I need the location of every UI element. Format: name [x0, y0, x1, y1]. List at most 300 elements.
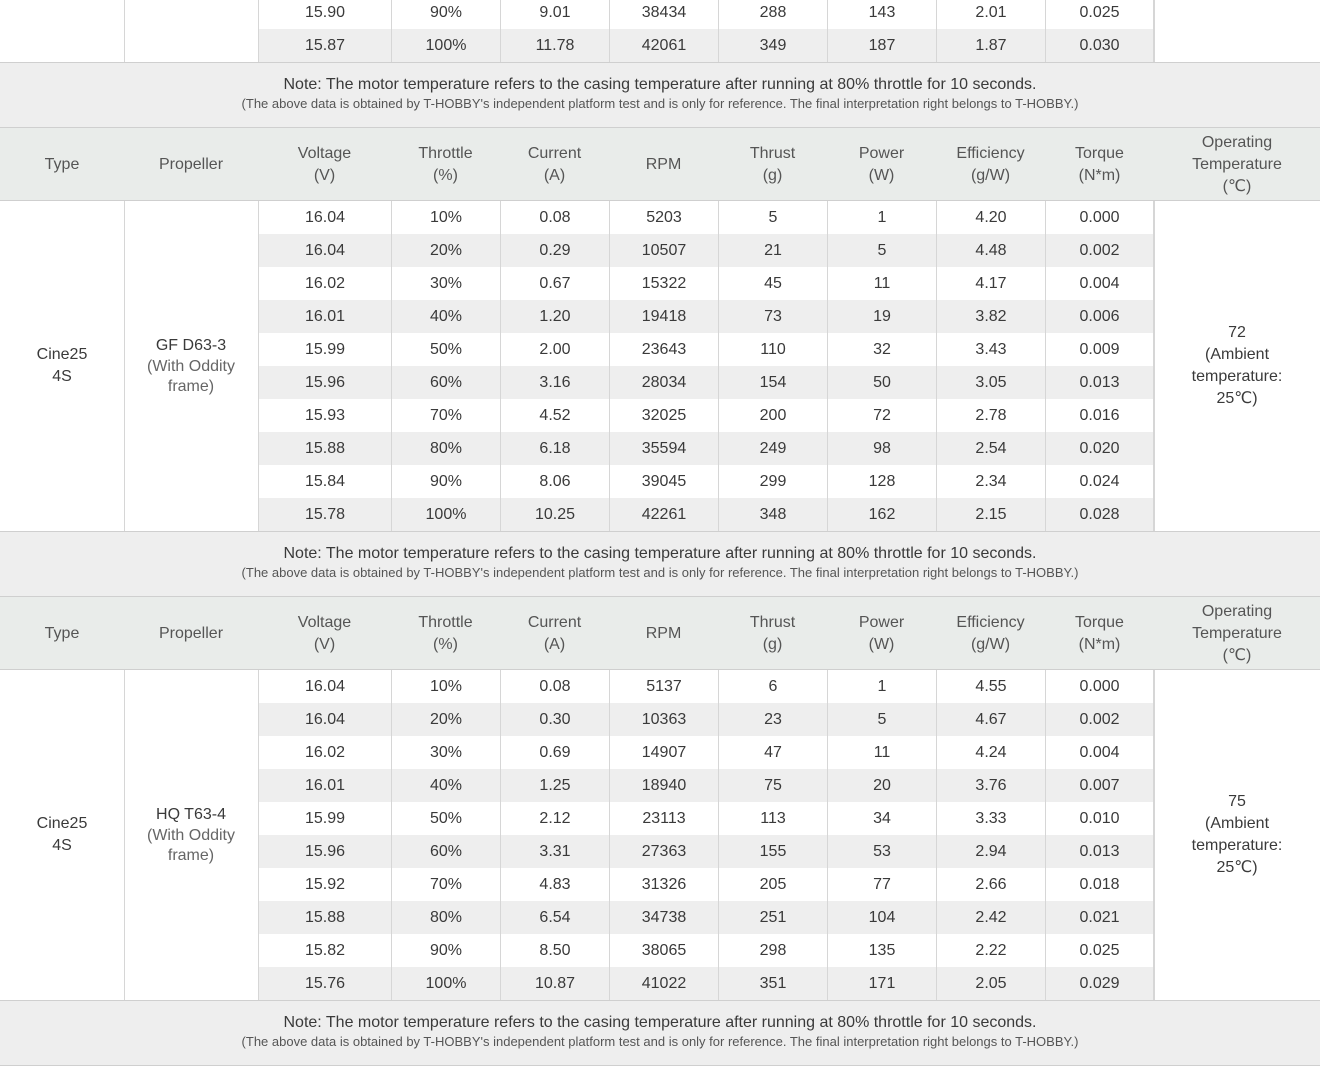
- table-2-row: [0, 769, 1320, 802]
- table-2-row: [0, 835, 1320, 868]
- data-cell: 0.025: [1045, 0, 1154, 29]
- data-cell: 2.78: [936, 399, 1045, 432]
- data-cell: 16.04: [258, 201, 391, 234]
- data-cell: 50%: [391, 333, 500, 366]
- column-header-label: [45, 154, 80, 176]
- data-cell: 10.25: [500, 498, 609, 531]
- data-cell: 16.04: [258, 234, 391, 267]
- data-cell: 20: [827, 769, 936, 802]
- column-header-line: Efficiency: [956, 613, 1025, 631]
- data-cell: 100%: [391, 967, 500, 1000]
- column-header-label: [750, 143, 795, 187]
- data-cell: 348: [718, 498, 827, 531]
- data-cell: 251: [718, 901, 827, 934]
- temperature-cell-line: temperature:: [1191, 837, 1283, 854]
- column-header-line: Torque: [1075, 613, 1124, 631]
- column-header: [609, 597, 718, 670]
- column-header-line: (℃): [1222, 646, 1252, 664]
- data-cell: 162: [827, 498, 936, 531]
- column-header: [827, 597, 936, 670]
- data-cell: 0.006: [1045, 300, 1154, 333]
- data-cell: 10.87: [500, 967, 609, 1000]
- column-header-line: Operating: [1201, 602, 1273, 620]
- note-main-text: Note: The motor temperature refers to the casing temperature after running at 80% throttle for 10 seconds.: [283, 545, 1037, 562]
- table-2-row: [0, 703, 1320, 736]
- column-header-line: (%): [433, 166, 458, 184]
- column-header-line: Operating: [1201, 133, 1273, 151]
- table-1-row: [0, 201, 1320, 234]
- data-cell: 100%: [391, 29, 500, 62]
- table-2-row: [0, 802, 1320, 835]
- data-cell: 2.42: [936, 901, 1045, 934]
- data-cell: 288: [718, 0, 827, 29]
- column-header: [1045, 128, 1154, 201]
- column-header-line: Current: [527, 144, 582, 162]
- data-cell: 15.88: [258, 901, 391, 934]
- data-cell: 30%: [391, 267, 500, 300]
- data-cell: 42261: [609, 498, 718, 531]
- data-cell: 155: [718, 835, 827, 868]
- column-header-label: [45, 623, 80, 645]
- data-cell: 0.08: [500, 201, 609, 234]
- column-header: [1154, 128, 1320, 201]
- data-cell: 0.67: [500, 267, 609, 300]
- data-cell: 19: [827, 300, 936, 333]
- data-cell: 75: [718, 769, 827, 802]
- column-header-label: [159, 154, 223, 176]
- column-header: [718, 597, 827, 670]
- column-header-line: Power: [858, 144, 905, 162]
- data-cell: 171: [827, 967, 936, 1000]
- data-cell: 299: [718, 465, 827, 498]
- temperature-cell-line: 25℃): [1216, 859, 1258, 876]
- column-header-line: (g): [762, 635, 783, 653]
- data-cell: 154: [718, 366, 827, 399]
- temperature-cell-line: (Ambient: [1204, 815, 1270, 832]
- column-header-label: [956, 143, 1024, 187]
- data-cell: 2.54: [936, 432, 1045, 465]
- column-header: [827, 128, 936, 201]
- note-sub-text: (The above data is obtained by T-HOBBY's independent platform test and is only for reference. The final interpretation right belongs to T-HOBBY.): [241, 96, 1079, 111]
- data-cell: 0.009: [1045, 333, 1154, 366]
- column-header: [0, 128, 124, 201]
- data-cell: 45: [718, 267, 827, 300]
- column-header: [936, 597, 1045, 670]
- propeller-cell-line: (With Oddity: [146, 827, 235, 844]
- data-cell: 0.08: [500, 670, 609, 703]
- data-cell: 16.01: [258, 769, 391, 802]
- data-cell: 14907: [609, 736, 718, 769]
- data-cell: 15.84: [258, 465, 391, 498]
- column-header-line: (W): [868, 166, 895, 184]
- data-cell: 23113: [609, 802, 718, 835]
- table-1-row: [0, 366, 1320, 399]
- data-cell: 72: [827, 399, 936, 432]
- data-cell: 187: [827, 29, 936, 62]
- column-header-label: [528, 612, 581, 656]
- table-2-row: [0, 967, 1320, 1000]
- column-header-line: RPM: [645, 155, 682, 173]
- column-header: [391, 128, 500, 201]
- data-cell: 0.025: [1045, 934, 1154, 967]
- column-header-label: [646, 154, 682, 176]
- column-header-label: [298, 612, 351, 656]
- data-cell: 16.04: [258, 670, 391, 703]
- data-cell: 23643: [609, 333, 718, 366]
- data-cell: 0.69: [500, 736, 609, 769]
- data-cell: 15.76: [258, 967, 391, 1000]
- temperature-cell-line: 25℃): [1216, 390, 1258, 407]
- data-cell: 39045: [609, 465, 718, 498]
- data-cell: 113: [718, 802, 827, 835]
- data-cell: 0.004: [1045, 267, 1154, 300]
- data-cell: 5: [827, 703, 936, 736]
- propeller-cell-line: frame): [167, 847, 215, 864]
- temperature-cell-line: temperature:: [1191, 368, 1283, 385]
- data-cell: 20%: [391, 234, 500, 267]
- data-cell: 0.30: [500, 703, 609, 736]
- data-cell: 0.000: [1045, 201, 1154, 234]
- column-header-label: [1192, 601, 1282, 667]
- propeller-cell-line: frame): [167, 378, 215, 395]
- data-cell: 32025: [609, 399, 718, 432]
- data-cell: 0.002: [1045, 234, 1154, 267]
- column-header-line: Efficiency: [956, 144, 1025, 162]
- data-cell: 1: [827, 670, 936, 703]
- data-cell: 2.22: [936, 934, 1045, 967]
- column-header-label: [418, 143, 472, 187]
- data-cell: 15.96: [258, 366, 391, 399]
- data-cell: 38065: [609, 934, 718, 967]
- data-cell: 4.55: [936, 670, 1045, 703]
- data-cell: 0.000: [1045, 670, 1154, 703]
- data-cell: 143: [827, 0, 936, 29]
- data-cell: 128: [827, 465, 936, 498]
- data-cell: 15322: [609, 267, 718, 300]
- column-header: [258, 597, 391, 670]
- data-cell: 50: [827, 366, 936, 399]
- note-sub-text: (The above data is obtained by T-HOBBY's independent platform test and is only for reference. The final interpretation right belongs to T-HOBBY.): [241, 1034, 1079, 1049]
- data-cell: 104: [827, 901, 936, 934]
- data-cell: 19418: [609, 300, 718, 333]
- data-cell: 10507: [609, 234, 718, 267]
- column-header-line: (V): [313, 635, 336, 653]
- column-header: [391, 597, 500, 670]
- data-cell: 4.48: [936, 234, 1045, 267]
- data-cell: 200: [718, 399, 827, 432]
- column-header-line: Power: [858, 613, 905, 631]
- data-cell: 0.004: [1045, 736, 1154, 769]
- propeller-cell-line: GF D63-3: [155, 337, 227, 354]
- data-cell: 16.02: [258, 736, 391, 769]
- data-cell: 0.024: [1045, 465, 1154, 498]
- data-cell: 349: [718, 29, 827, 62]
- type-cell-line: 4S: [52, 837, 72, 854]
- data-cell: 8.50: [500, 934, 609, 967]
- data-cell: 2.15: [936, 498, 1045, 531]
- column-header: [609, 128, 718, 201]
- note-main-text: Note: The motor temperature refers to the casing temperature after running at 80% throttle for 10 seconds.: [283, 76, 1037, 93]
- column-header-line: Type: [44, 624, 80, 642]
- data-cell: 21: [718, 234, 827, 267]
- column-header-line: Voltage: [297, 144, 352, 162]
- column-header: [500, 597, 609, 670]
- column-header: [1045, 597, 1154, 670]
- column-header-line: (V): [313, 166, 336, 184]
- column-header-line: Propeller: [158, 624, 224, 642]
- data-cell: 73: [718, 300, 827, 333]
- data-cell: 0.007: [1045, 769, 1154, 802]
- data-cell: 70%: [391, 868, 500, 901]
- data-cell: 0.002: [1045, 703, 1154, 736]
- column-header-line: Voltage: [297, 613, 352, 631]
- data-cell: 16.02: [258, 267, 391, 300]
- data-cell: 23: [718, 703, 827, 736]
- data-cell: 15.78: [258, 498, 391, 531]
- data-cell: 3.76: [936, 769, 1045, 802]
- column-header-label: [1192, 132, 1282, 198]
- temperature-cell-line: 75: [1228, 793, 1246, 810]
- column-header-label: [1075, 143, 1124, 187]
- column-header: [936, 128, 1045, 201]
- column-header-label: [1075, 612, 1124, 656]
- data-cell: 0.29: [500, 234, 609, 267]
- column-header: [124, 597, 258, 670]
- column-header-line: Type: [44, 155, 80, 173]
- table-1-row: [0, 498, 1320, 531]
- column-header: [124, 128, 258, 201]
- data-cell: 42061: [609, 29, 718, 62]
- data-cell: 4.83: [500, 868, 609, 901]
- note-sub-text: (The above data is obtained by T-HOBBY's independent platform test and is only for reference. The final interpretation right belongs to T-HOBBY.): [241, 565, 1079, 580]
- data-cell: 15.82: [258, 934, 391, 967]
- column-header: [0, 597, 124, 670]
- type-cell-line: 4S: [52, 368, 72, 385]
- table-2-row: [0, 736, 1320, 769]
- note-main-text: Note: The motor temperature refers to the casing temperature after running at 80% throttle for 10 seconds.: [283, 1014, 1037, 1031]
- data-cell: 10363: [609, 703, 718, 736]
- data-cell: 3.43: [936, 333, 1045, 366]
- data-cell: 90%: [391, 465, 500, 498]
- data-cell: 30%: [391, 736, 500, 769]
- note-block: [0, 1000, 1320, 1066]
- previous-table-row: [0, 0, 1320, 29]
- data-cell: 0.016: [1045, 399, 1154, 432]
- data-cell: 0.018: [1045, 868, 1154, 901]
- data-cell: 100%: [391, 498, 500, 531]
- data-cell: 8.06: [500, 465, 609, 498]
- data-cell: 9.01: [500, 0, 609, 29]
- propeller-cell-line: (With Oddity: [146, 358, 235, 375]
- data-cell: 1: [827, 201, 936, 234]
- data-cell: 1.25: [500, 769, 609, 802]
- data-cell: 15.99: [258, 333, 391, 366]
- note-block: [0, 531, 1320, 597]
- data-cell: 249: [718, 432, 827, 465]
- data-cell: 0.010: [1045, 802, 1154, 835]
- column-header-line: Torque: [1075, 144, 1124, 162]
- data-cell: 4.52: [500, 399, 609, 432]
- temperature-cell-line: (Ambient: [1204, 346, 1270, 363]
- data-cell: 77: [827, 868, 936, 901]
- table-2-row: [0, 901, 1320, 934]
- data-cell: 0.013: [1045, 366, 1154, 399]
- data-cell: 38434: [609, 0, 718, 29]
- data-cell: 205: [718, 868, 827, 901]
- data-cell: 15.87: [258, 29, 391, 62]
- data-cell: 50%: [391, 802, 500, 835]
- data-cell: 10%: [391, 670, 500, 703]
- data-cell: 11: [827, 736, 936, 769]
- column-header-line: (A): [543, 635, 566, 653]
- data-cell: 20%: [391, 703, 500, 736]
- data-cell: 90%: [391, 0, 500, 29]
- data-cell: 90%: [391, 934, 500, 967]
- data-cell: 35594: [609, 432, 718, 465]
- data-cell: 15.93: [258, 399, 391, 432]
- data-cell: 53: [827, 835, 936, 868]
- column-header-label: [528, 143, 581, 187]
- data-cell: 6.18: [500, 432, 609, 465]
- data-cell: 18940: [609, 769, 718, 802]
- data-cell: 5: [718, 201, 827, 234]
- data-cell: 2.05: [936, 967, 1045, 1000]
- column-header-line: Throttle: [418, 144, 473, 162]
- data-cell: 5203: [609, 201, 718, 234]
- data-cell: 11.78: [500, 29, 609, 62]
- data-cell: 32: [827, 333, 936, 366]
- temperature-cell-line: 72: [1228, 324, 1246, 341]
- propeller-cell-line: HQ T63-4: [156, 806, 226, 823]
- column-header-line: Throttle: [418, 613, 473, 631]
- column-header-line: (%): [433, 635, 458, 653]
- data-cell: 4.24: [936, 736, 1045, 769]
- data-cell: 15.92: [258, 868, 391, 901]
- data-cell: 351: [718, 967, 827, 1000]
- data-cell: 3.31: [500, 835, 609, 868]
- column-header-line: (℃): [1222, 177, 1252, 195]
- data-cell: 70%: [391, 399, 500, 432]
- data-cell: 2.01: [936, 0, 1045, 29]
- column-divider: [1154, 0, 1155, 62]
- data-cell: 40%: [391, 769, 500, 802]
- column-header-label: [750, 612, 795, 656]
- table-1-row: [0, 267, 1320, 300]
- table-1-row: [0, 300, 1320, 333]
- data-cell: 15.88: [258, 432, 391, 465]
- data-cell: 110: [718, 333, 827, 366]
- table-1-row: [0, 432, 1320, 465]
- column-divider: [124, 0, 125, 62]
- column-header-label: [418, 612, 472, 656]
- data-cell: 5137: [609, 670, 718, 703]
- column-header: [718, 128, 827, 201]
- data-cell: 16.04: [258, 703, 391, 736]
- column-header-label: [859, 143, 904, 187]
- column-header-line: Thrust: [749, 144, 796, 162]
- column-divider: [258, 0, 259, 62]
- data-cell: 31326: [609, 868, 718, 901]
- column-header-line: (W): [868, 635, 895, 653]
- data-cell: 0.028: [1045, 498, 1154, 531]
- column-header: [500, 128, 609, 201]
- data-cell: 40%: [391, 300, 500, 333]
- column-header-line: (N*m): [1078, 635, 1121, 653]
- data-cell: 3.33: [936, 802, 1045, 835]
- table-2-row: [0, 670, 1320, 703]
- data-cell: 0.029: [1045, 967, 1154, 1000]
- column-header-line: (g/W): [970, 166, 1011, 184]
- data-cell: 0.020: [1045, 432, 1154, 465]
- type-cell-line: Cine25: [36, 346, 88, 363]
- table-1-row: [0, 399, 1320, 432]
- data-cell: 2.66: [936, 868, 1045, 901]
- column-header-line: Thrust: [749, 613, 796, 631]
- data-cell: 80%: [391, 901, 500, 934]
- column-header-line: (A): [543, 166, 566, 184]
- previous-table-row: [0, 29, 1320, 62]
- data-cell: 15.96: [258, 835, 391, 868]
- data-cell: 80%: [391, 432, 500, 465]
- column-header-label: [859, 612, 904, 656]
- data-cell: 60%: [391, 835, 500, 868]
- data-cell: 60%: [391, 366, 500, 399]
- column-header-label: [956, 612, 1024, 656]
- column-header-line: Current: [527, 613, 582, 631]
- data-cell: 6.54: [500, 901, 609, 934]
- column-header-line: (g/W): [970, 635, 1011, 653]
- data-cell: 4.67: [936, 703, 1045, 736]
- data-cell: 34738: [609, 901, 718, 934]
- column-header: [258, 128, 391, 201]
- data-cell: 2.12: [500, 802, 609, 835]
- data-cell: 3.82: [936, 300, 1045, 333]
- data-cell: 27363: [609, 835, 718, 868]
- data-cell: 1.87: [936, 29, 1045, 62]
- column-header-line: (g): [762, 166, 783, 184]
- data-cell: 28034: [609, 366, 718, 399]
- column-header-label: [298, 143, 351, 187]
- data-cell: 2.00: [500, 333, 609, 366]
- data-cell: 11: [827, 267, 936, 300]
- data-cell: 298: [718, 934, 827, 967]
- data-cell: 2.94: [936, 835, 1045, 868]
- table-2-row: [0, 934, 1320, 967]
- table-1-row: [0, 465, 1320, 498]
- data-cell: 15.90: [258, 0, 391, 29]
- column-header-line: RPM: [645, 624, 682, 642]
- data-cell: 135: [827, 934, 936, 967]
- data-cell: 98: [827, 432, 936, 465]
- data-cell: 5: [827, 234, 936, 267]
- data-cell: 6: [718, 670, 827, 703]
- type-cell-line: Cine25: [36, 815, 88, 832]
- data-cell: 0.013: [1045, 835, 1154, 868]
- data-cell: 0.030: [1045, 29, 1154, 62]
- column-header-line: Temperature: [1192, 155, 1282, 173]
- table-1-row: [0, 333, 1320, 366]
- column-header-label: [159, 623, 223, 645]
- column-header-label: [646, 623, 682, 645]
- table-header: [0, 128, 1320, 201]
- table-header: [0, 597, 1320, 670]
- data-cell: 3.05: [936, 366, 1045, 399]
- data-cell: 34: [827, 802, 936, 835]
- data-cell: 2.34: [936, 465, 1045, 498]
- note-block: [0, 62, 1320, 128]
- data-cell: 3.16: [500, 366, 609, 399]
- column-header-line: (N*m): [1078, 166, 1121, 184]
